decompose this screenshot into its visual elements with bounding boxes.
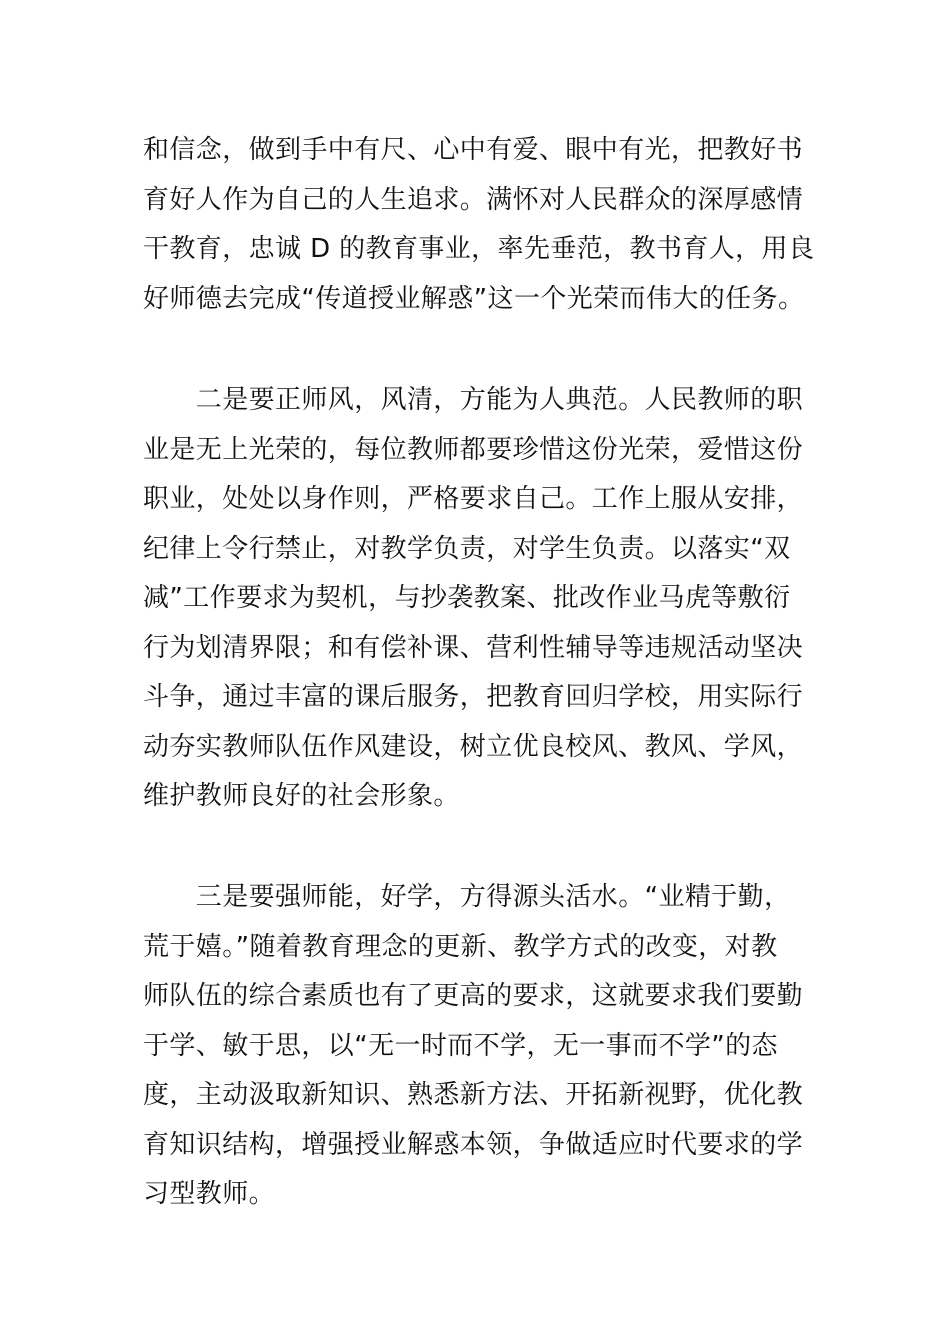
paragraph-continuation bbox=[143, 126, 815, 324]
text-line: 维护教师良好的社会形象。 bbox=[143, 781, 460, 811]
text-line: 习型教师。 bbox=[143, 1179, 276, 1209]
paragraph-teacher-conduct bbox=[143, 376, 809, 822]
text-line: 斗争，通过丰富的课后服务，把教育回归学校，用实际行 bbox=[143, 682, 804, 712]
text-line: 三是要强师能，好学，方得源头活水。“业精于勤， bbox=[143, 882, 791, 912]
text-line: 荒于嬉。”随着教育理念的更新、教学方式的改变，对教 bbox=[143, 931, 778, 962]
text-line: 度，主动汲取新知识、熟悉新方法、开拓新视野，优化教 bbox=[143, 1080, 804, 1110]
text-line: 行为划清界限；和有偿补课、营利性辅导等违规活动坚决 bbox=[143, 632, 804, 663]
text-line: 师队伍的综合素质也有了更高的要求，这就要求我们要勤 bbox=[143, 981, 804, 1011]
text-line: 动夯实教师队伍作风建设，树立优良校风、教风、学风， bbox=[143, 731, 804, 762]
text-line: 和信念，做到手中有尺、心中有爱、眼中有光，把教好书 bbox=[143, 135, 804, 165]
text-line: 减”工作要求为契机，与抄袭教案、批改作业马虎等敷衍 bbox=[143, 583, 791, 613]
text-line: 育好人作为自己的人生追求。满怀对人民群众的深厚感情 bbox=[143, 184, 804, 215]
text-line: 好师德去完成“传道授业解惑”这一个光荣而伟大的任务。 bbox=[143, 283, 805, 314]
text-line: 育知识结构，增强授业解惑本领，争做适应时代要求的学 bbox=[143, 1129, 804, 1160]
text-line: 于学、敏于思，以“无一时而不学，无一事而不学”的态 bbox=[143, 1030, 778, 1061]
text-line: 职业，处处以身作则，严格要求自己。工作上服从安排， bbox=[143, 484, 804, 514]
text-line: 干教育，忠诚 D 的教育事业，率先垂范，教书育人，用良 bbox=[143, 234, 815, 264]
text-line: 业是无上光荣的，每位教师都要珍惜这份光荣，爱惜这份 bbox=[143, 434, 804, 465]
paragraph-teacher-ability bbox=[143, 873, 809, 1220]
text-line: 二是要正师风，风清，方能为人典范。人民教师的职 bbox=[143, 385, 804, 415]
text-line: 纪律上令行禁止，对教学负责，对学生负责。以落实“双 bbox=[143, 533, 791, 564]
